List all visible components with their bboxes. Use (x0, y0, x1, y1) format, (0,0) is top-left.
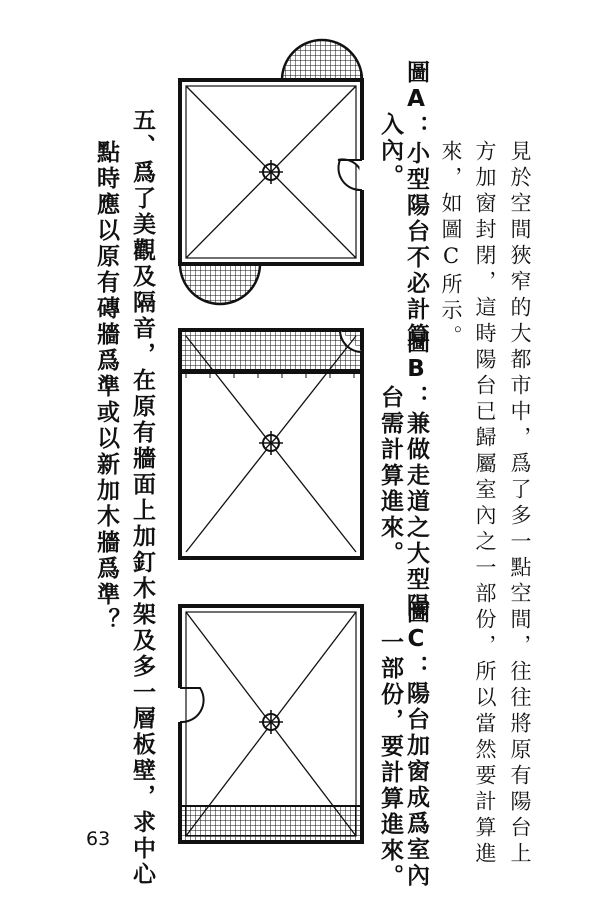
question-line-1: 五、爲了美觀及隔音，在原有牆面上加釘木架及多一層板壁，求中心 (129, 108, 155, 888)
body-text-line-3: 來，如圖C所示。 (439, 140, 463, 351)
question-line-2: 點時應以原有磚牆爲準或以新加木牆爲準？ (93, 140, 119, 634)
figure-a-plan (180, 40, 363, 304)
figure-a-caption-line-1: 圖A：小型陽台不必計算 (403, 60, 429, 349)
body-text-line-2: 方加窗封閉，這時陽台已歸屬室內之一部份，所以當然要計算進 (473, 140, 497, 868)
figure-b-caption-line-1: 圖B：兼做走道之大型陽 (403, 330, 429, 619)
figure-c-plan (180, 606, 362, 842)
figure-b-plan (180, 330, 362, 558)
figure-c-caption-line-1: 圖C：陽台加窗成爲室內 (403, 600, 429, 889)
body-text-line-1: 見於空間狹窄的大都市中，爲了多一點空間，往往將原有陽台上 (508, 140, 532, 868)
figure-a-caption-line-2: 入內。 (377, 112, 403, 190)
figure-b-caption-line-2: 台需計算進來。 (377, 385, 403, 567)
page-number: 63 (86, 828, 111, 850)
figure-c-caption-line-2: 一部份，要計算進來。 (377, 630, 403, 890)
